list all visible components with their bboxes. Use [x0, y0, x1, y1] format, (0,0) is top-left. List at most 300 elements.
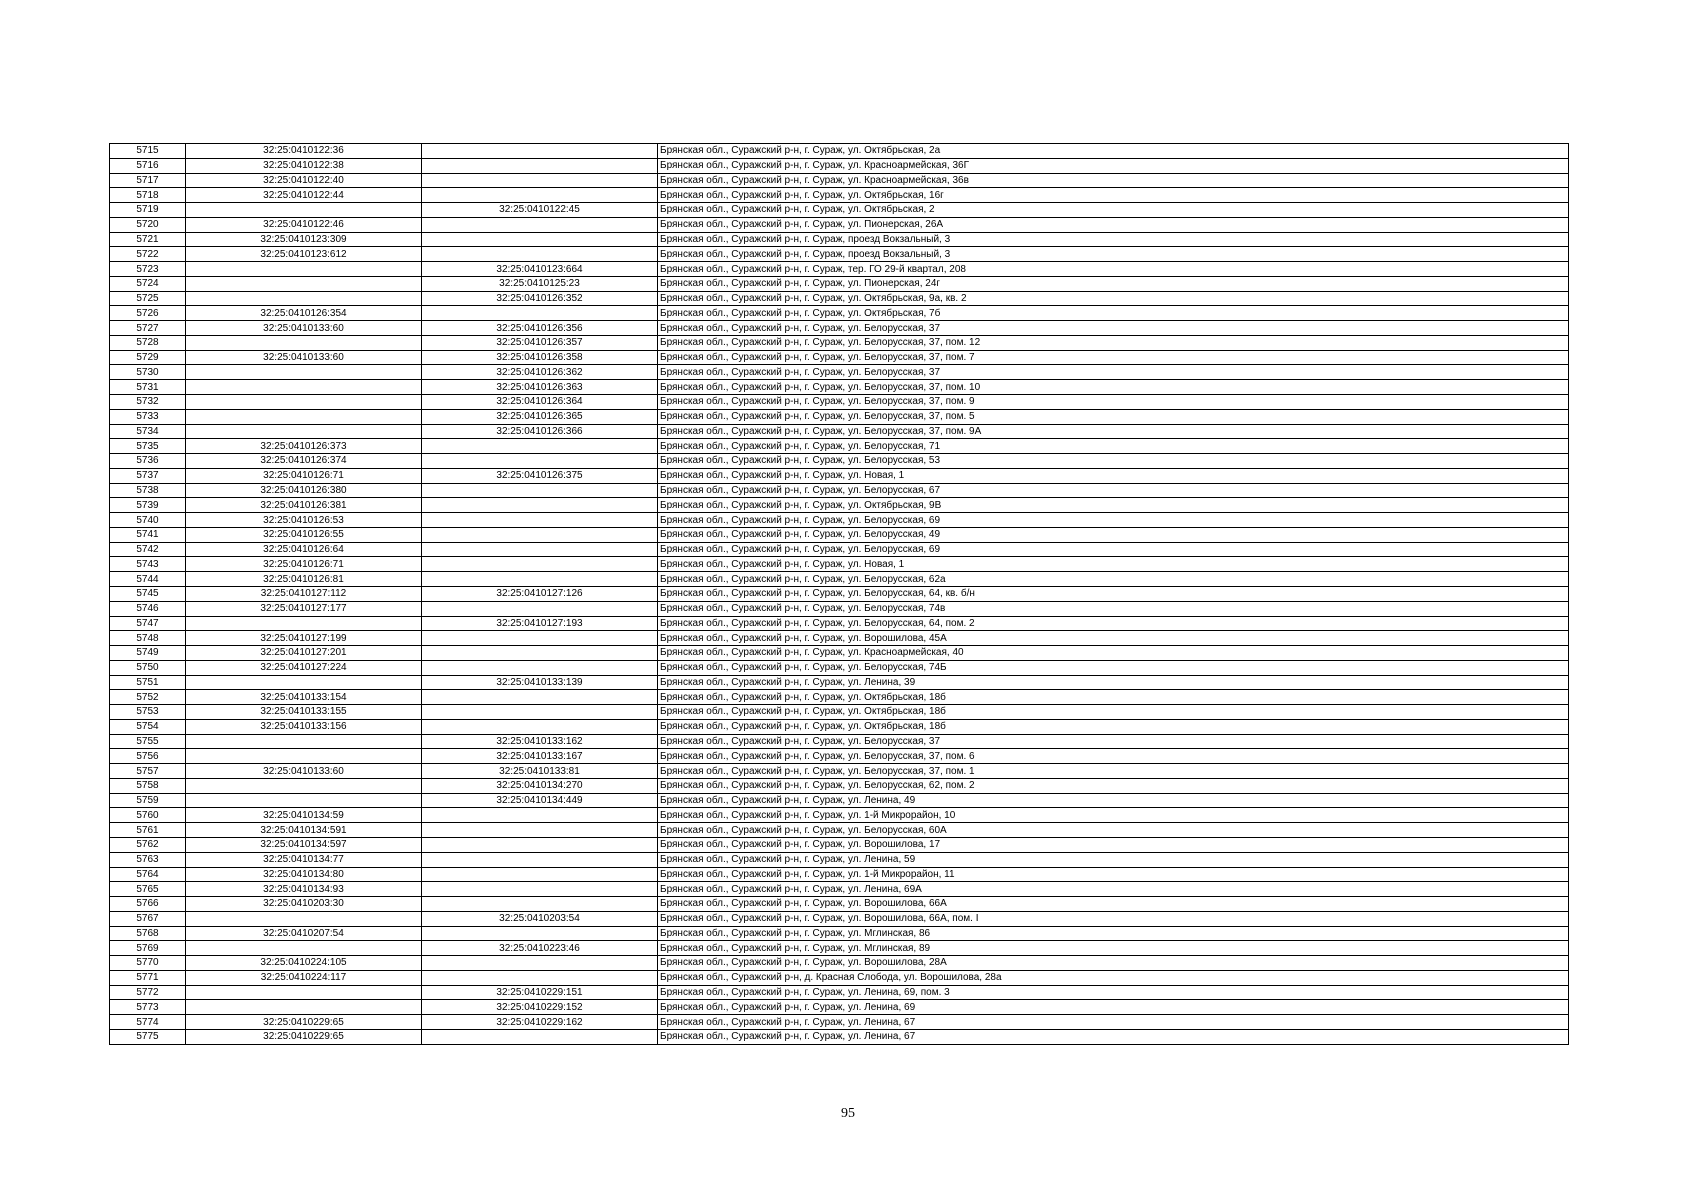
table-row	[110, 749, 1569, 764]
address-cell: Брянская обл., Суражский р-н, г. Сураж, ул. Белорусская, 37, пом. 10	[658, 380, 1569, 395]
row-number-cell: 5753	[110, 705, 186, 720]
row-number-cell: 5724	[110, 276, 186, 291]
row-number-cell: 5772	[110, 985, 186, 1000]
cadastral-number-cell: 32:25:0410123:309	[186, 232, 422, 247]
address-cell: Брянская обл., Суражский р-н, г. Сураж, ул. Белорусская, 37	[658, 365, 1569, 380]
row-number-cell: 5728	[110, 335, 186, 350]
row-number-cell: 5755	[110, 734, 186, 749]
row-number-cell: 5733	[110, 409, 186, 424]
table-row	[110, 985, 1569, 1000]
table-row	[110, 513, 1569, 528]
address-cell: Брянская обл., Суражский р-н, г. Сураж, ул. Белорусская, 69	[658, 542, 1569, 557]
address-cell: Брянская обл., Суражский р-н, д. Красная Слобода, ул. Ворошилова, 28а	[658, 970, 1569, 985]
row-number-cell: 5768	[110, 926, 186, 941]
row-number-cell: 5751	[110, 675, 186, 690]
table-row	[110, 247, 1569, 262]
row-number-cell: 5775	[110, 1029, 186, 1044]
row-number-cell: 5738	[110, 483, 186, 498]
table-row	[110, 808, 1569, 823]
row-number-cell: 5720	[110, 217, 186, 232]
address-cell: Брянская обл., Суражский р-н, г. Сураж, ул. Белорусская, 64, кв. б/н	[658, 586, 1569, 601]
address-cell: Брянская обл., Суражский р-н, г. Сураж, ул. Ленина, 59	[658, 852, 1569, 867]
registry-table	[109, 143, 1569, 1045]
cadastral-number-cell: 32:25:0410127:199	[186, 631, 422, 646]
cadastral-number-cell: 32:25:0410123:612	[186, 247, 422, 262]
row-number-cell: 5773	[110, 1000, 186, 1015]
address-cell: Брянская обл., Суражский р-н, г. Сураж, ул. Белорусская, 37	[658, 734, 1569, 749]
related-cadastral-number-cell: 32:25:0410125:23	[422, 276, 658, 291]
row-number-cell: 5765	[110, 882, 186, 897]
related-cadastral-number-cell	[422, 823, 658, 838]
cadastral-number-cell: 32:25:0410134:93	[186, 882, 422, 897]
row-number-cell: 5729	[110, 350, 186, 365]
table-row	[110, 778, 1569, 793]
cadastral-number-cell: 32:25:0410126:64	[186, 542, 422, 557]
cadastral-number-cell: 32:25:0410133:60	[186, 764, 422, 779]
table-row	[110, 454, 1569, 469]
address-cell: Брянская обл., Суражский р-н, г. Сураж, ул. Октябрьская, 18б	[658, 705, 1569, 720]
related-cadastral-number-cell	[422, 705, 658, 720]
cadastral-number-cell: 32:25:0410126:381	[186, 498, 422, 513]
table-row	[110, 321, 1569, 336]
cadastral-number-cell	[186, 395, 422, 410]
row-number-cell: 5762	[110, 837, 186, 852]
row-number-cell: 5730	[110, 365, 186, 380]
related-cadastral-number-cell	[422, 690, 658, 705]
row-number-cell: 5746	[110, 601, 186, 616]
cadastral-number-cell: 32:25:0410134:59	[186, 808, 422, 823]
address-cell: Брянская обл., Суражский р-н, г. Сураж, ул. Октябрьская, 2а	[658, 144, 1569, 159]
related-cadastral-number-cell	[422, 144, 658, 159]
row-number-cell: 5716	[110, 158, 186, 173]
address-cell: Брянская обл., Суражский р-н, г. Сураж, ул. Белорусская, 37, пом. 12	[658, 335, 1569, 350]
cadastral-number-cell: 32:25:0410133:154	[186, 690, 422, 705]
related-cadastral-number-cell: 32:25:0410126:362	[422, 365, 658, 380]
cadastral-number-cell: 32:25:0410122:38	[186, 158, 422, 173]
row-number-cell: 5771	[110, 970, 186, 985]
row-number-cell: 5717	[110, 173, 186, 188]
related-cadastral-number-cell	[422, 527, 658, 542]
address-cell: Брянская обл., Суражский р-н, г. Сураж, ул. Белорусская, 37	[658, 321, 1569, 336]
cadastral-number-cell: 32:25:0410229:65	[186, 1029, 422, 1044]
cadastral-number-cell: 32:25:0410229:65	[186, 1015, 422, 1030]
cadastral-number-cell: 32:25:0410224:117	[186, 970, 422, 985]
address-cell: Брянская обл., Суражский р-н, г. Сураж, ул. Красноармейская, 36в	[658, 173, 1569, 188]
related-cadastral-number-cell: 32:25:0410126:366	[422, 424, 658, 439]
address-cell: Брянская обл., Суражский р-н, г. Сураж, ул. 1-й Микрорайон, 10	[658, 808, 1569, 823]
address-cell: Брянская обл., Суражский р-н, г. Сураж, ул. Белорусская, 62а	[658, 572, 1569, 587]
address-cell: Брянская обл., Суражский р-н, г. Сураж, ул. Белорусская, 37, пом. 9А	[658, 424, 1569, 439]
table-row	[110, 1015, 1569, 1030]
related-cadastral-number-cell	[422, 542, 658, 557]
cadastral-number-cell	[186, 941, 422, 956]
cadastral-number-cell	[186, 335, 422, 350]
address-cell: Брянская обл., Суражский р-н, г. Сураж, ул. Белорусская, 49	[658, 527, 1569, 542]
table-row	[110, 188, 1569, 203]
table-row	[110, 1000, 1569, 1015]
address-cell: Брянская обл., Суражский р-н, г. Сураж, ул. Белорусская, 64, пом. 2	[658, 616, 1569, 631]
row-number-cell: 5715	[110, 144, 186, 159]
row-number-cell: 5761	[110, 823, 186, 838]
table-row	[110, 852, 1569, 867]
address-cell: Брянская обл., Суражский р-н, г. Сураж, ул. Белорусская, 69	[658, 513, 1569, 528]
related-cadastral-number-cell: 32:25:0410133:139	[422, 675, 658, 690]
table-row	[110, 542, 1569, 557]
address-cell: Брянская обл., Суражский р-н, г. Сураж, ул. Октябрьская, 2	[658, 203, 1569, 218]
table-row	[110, 897, 1569, 912]
address-cell: Брянская обл., Суражский р-н, г. Сураж, ул. Белорусская, 67	[658, 483, 1569, 498]
row-number-cell: 5759	[110, 793, 186, 808]
address-cell: Брянская обл., Суражский р-н, г. Сураж, ул. Мглинская, 89	[658, 941, 1569, 956]
address-cell: Брянская обл., Суражский р-н, г. Сураж, ул. Ворошилова, 17	[658, 837, 1569, 852]
related-cadastral-number-cell	[422, 808, 658, 823]
related-cadastral-number-cell: 32:25:0410223:46	[422, 941, 658, 956]
related-cadastral-number-cell	[422, 306, 658, 321]
row-number-cell: 5719	[110, 203, 186, 218]
table-row	[110, 158, 1569, 173]
row-number-cell: 5723	[110, 262, 186, 277]
related-cadastral-number-cell: 32:25:0410229:151	[422, 985, 658, 1000]
table-row	[110, 291, 1569, 306]
related-cadastral-number-cell: 32:25:0410126:352	[422, 291, 658, 306]
table-row	[110, 144, 1569, 159]
address-cell: Брянская обл., Суражский р-н, г. Сураж, ул. Новая, 1	[658, 557, 1569, 572]
address-cell: Брянская обл., Суражский р-н, г. Сураж, ул. Ленина, 49	[658, 793, 1569, 808]
table-row	[110, 586, 1569, 601]
related-cadastral-number-cell	[422, 572, 658, 587]
row-number-cell: 5735	[110, 439, 186, 454]
related-cadastral-number-cell	[422, 247, 658, 262]
address-cell: Брянская обл., Суражский р-н, г. Сураж, ул. Ворошилова, 45А	[658, 631, 1569, 646]
table-row	[110, 956, 1569, 971]
cadastral-number-cell: 32:25:0410126:373	[186, 439, 422, 454]
address-cell: Брянская обл., Суражский р-н, г. Сураж, ул. Белорусская, 53	[658, 454, 1569, 469]
table-row	[110, 335, 1569, 350]
row-number-cell: 5726	[110, 306, 186, 321]
address-cell: Брянская обл., Суражский р-н, г. Сураж, ул. Ленина, 69А	[658, 882, 1569, 897]
table-row	[110, 276, 1569, 291]
table-row	[110, 646, 1569, 661]
row-number-cell: 5763	[110, 852, 186, 867]
related-cadastral-number-cell	[422, 970, 658, 985]
address-cell: Брянская обл., Суражский р-н, г. Сураж, ул. Ленина, 39	[658, 675, 1569, 690]
cadastral-number-cell: 32:25:0410126:354	[186, 306, 422, 321]
table-row	[110, 631, 1569, 646]
address-cell: Брянская обл., Суражский р-н, г. Сураж, ул. Белорусская, 71	[658, 439, 1569, 454]
cadastral-number-cell	[186, 616, 422, 631]
cadastral-number-cell: 32:25:0410126:81	[186, 572, 422, 587]
cadastral-number-cell: 32:25:0410122:36	[186, 144, 422, 159]
row-number-cell: 5748	[110, 631, 186, 646]
cadastral-number-cell	[186, 409, 422, 424]
table-row	[110, 719, 1569, 734]
related-cadastral-number-cell: 32:25:0410126:365	[422, 409, 658, 424]
related-cadastral-number-cell	[422, 483, 658, 498]
related-cadastral-number-cell	[422, 646, 658, 661]
table-row	[110, 882, 1569, 897]
address-cell: Брянская обл., Суражский р-н, г. Сураж, ул. Пионерская, 26А	[658, 217, 1569, 232]
cadastral-number-cell	[186, 734, 422, 749]
table-row	[110, 823, 1569, 838]
address-cell: Брянская обл., Суражский р-н, г. Сураж, ул. Белорусская, 37, пом. 9	[658, 395, 1569, 410]
cadastral-number-cell	[186, 380, 422, 395]
row-number-cell: 5721	[110, 232, 186, 247]
cadastral-number-cell: 32:25:0410207:54	[186, 926, 422, 941]
address-cell: Брянская обл., Суражский р-н, г. Сураж, ул. Белорусская, 37, пом. 7	[658, 350, 1569, 365]
table-row	[110, 616, 1569, 631]
table-row	[110, 690, 1569, 705]
cadastral-number-cell	[186, 291, 422, 306]
table-row	[110, 601, 1569, 616]
row-number-cell: 5752	[110, 690, 186, 705]
cadastral-number-cell: 32:25:0410126:380	[186, 483, 422, 498]
table-row	[110, 1029, 1569, 1044]
table-row	[110, 483, 1569, 498]
row-number-cell: 5758	[110, 778, 186, 793]
address-cell: Брянская обл., Суражский р-н, г. Сураж, ул. Новая, 1	[658, 468, 1569, 483]
related-cadastral-number-cell: 32:25:0410229:152	[422, 1000, 658, 1015]
registry-table-body	[110, 144, 1569, 1045]
related-cadastral-number-cell	[422, 956, 658, 971]
table-row	[110, 926, 1569, 941]
related-cadastral-number-cell	[422, 837, 658, 852]
row-number-cell: 5740	[110, 513, 186, 528]
row-number-cell: 5750	[110, 660, 186, 675]
cadastral-number-cell	[186, 365, 422, 380]
cadastral-number-cell: 32:25:0410134:80	[186, 867, 422, 882]
related-cadastral-number-cell	[422, 188, 658, 203]
address-cell: Брянская обл., Суражский р-н, г. Сураж, ул. Октябрьская, 7б	[658, 306, 1569, 321]
table-row	[110, 498, 1569, 513]
address-cell: Брянская обл., Суражский р-н, г. Сураж, ул. Ворошилова, 66А	[658, 897, 1569, 912]
related-cadastral-number-cell: 32:25:0410126:356	[422, 321, 658, 336]
address-cell: Брянская обл., Суражский р-н, г. Сураж, ул. Октябрьская, 18б	[658, 690, 1569, 705]
cadastral-number-cell	[186, 675, 422, 690]
address-cell: Брянская обл., Суражский р-н, г. Сураж, ул. Ленина, 69	[658, 1000, 1569, 1015]
row-number-cell: 5736	[110, 454, 186, 469]
cadastral-number-cell: 32:25:0410133:155	[186, 705, 422, 720]
cadastral-number-cell	[186, 276, 422, 291]
related-cadastral-number-cell: 32:25:0410127:193	[422, 616, 658, 631]
cadastral-number-cell: 32:25:0410127:112	[186, 586, 422, 601]
related-cadastral-number-cell: 32:25:0410127:126	[422, 586, 658, 601]
cadastral-number-cell	[186, 778, 422, 793]
row-number-cell: 5743	[110, 557, 186, 572]
table-row	[110, 409, 1569, 424]
table-row	[110, 350, 1569, 365]
row-number-cell: 5725	[110, 291, 186, 306]
related-cadastral-number-cell: 32:25:0410134:449	[422, 793, 658, 808]
table-row	[110, 439, 1569, 454]
related-cadastral-number-cell	[422, 557, 658, 572]
related-cadastral-number-cell: 32:25:0410122:45	[422, 203, 658, 218]
row-number-cell: 5731	[110, 380, 186, 395]
related-cadastral-number-cell	[422, 719, 658, 734]
cadastral-number-cell	[186, 793, 422, 808]
row-number-cell: 5756	[110, 749, 186, 764]
address-cell: Брянская обл., Суражский р-н, г. Сураж, ул. Белорусская, 74в	[658, 601, 1569, 616]
related-cadastral-number-cell: 32:25:0410123:664	[422, 262, 658, 277]
row-number-cell: 5718	[110, 188, 186, 203]
related-cadastral-number-cell: 32:25:0410229:162	[422, 1015, 658, 1030]
table-row	[110, 675, 1569, 690]
address-cell: Брянская обл., Суражский р-н, г. Сураж, ул. Белорусская, 37, пом. 1	[658, 764, 1569, 779]
table-row	[110, 837, 1569, 852]
address-cell: Брянская обл., Суражский р-н, г. Сураж, ул. Мглинская, 86	[658, 926, 1569, 941]
related-cadastral-number-cell: 32:25:0410203:54	[422, 911, 658, 926]
related-cadastral-number-cell	[422, 926, 658, 941]
address-cell: Брянская обл., Суражский р-н, г. Сураж, ул. Октябрьская, 16г	[658, 188, 1569, 203]
table-row	[110, 173, 1569, 188]
address-cell: Брянская обл., Суражский р-н, г. Сураж, ул. Красноармейская, 40	[658, 646, 1569, 661]
row-number-cell: 5769	[110, 941, 186, 956]
row-number-cell: 5732	[110, 395, 186, 410]
row-number-cell: 5745	[110, 586, 186, 601]
address-cell: Брянская обл., Суражский р-н, г. Сураж, ул. Ленина, 67	[658, 1029, 1569, 1044]
table-row	[110, 262, 1569, 277]
related-cadastral-number-cell	[422, 897, 658, 912]
cadastral-number-cell: 32:25:0410133:156	[186, 719, 422, 734]
related-cadastral-number-cell	[422, 454, 658, 469]
table-row	[110, 468, 1569, 483]
table-row	[110, 217, 1569, 232]
row-number-cell: 5741	[110, 527, 186, 542]
address-cell: Брянская обл., Суражский р-н, г. Сураж, ул. Ленина, 67	[658, 1015, 1569, 1030]
address-cell: Брянская обл., Суражский р-н, г. Сураж, ул. Белорусская, 62, пом. 2	[658, 778, 1569, 793]
row-number-cell: 5747	[110, 616, 186, 631]
related-cadastral-number-cell: 32:25:0410133:167	[422, 749, 658, 764]
address-cell: Брянская обл., Суражский р-н, г. Сураж, ул. 1-й Микрорайон, 11	[658, 867, 1569, 882]
related-cadastral-number-cell	[422, 217, 658, 232]
cadastral-number-cell	[186, 1000, 422, 1015]
table-row	[110, 911, 1569, 926]
address-cell: Брянская обл., Суражский р-н, г. Сураж, ул. Белорусская, 37, пом. 5	[658, 409, 1569, 424]
table-row	[110, 705, 1569, 720]
table-row	[110, 424, 1569, 439]
related-cadastral-number-cell	[422, 158, 658, 173]
related-cadastral-number-cell	[422, 1029, 658, 1044]
related-cadastral-number-cell: 32:25:0410126:364	[422, 395, 658, 410]
table-row	[110, 970, 1569, 985]
cadastral-number-cell	[186, 911, 422, 926]
address-cell: Брянская обл., Суражский р-н, г. Сураж, ул. Октябрьская, 9В	[658, 498, 1569, 513]
related-cadastral-number-cell: 32:25:0410126:357	[422, 335, 658, 350]
row-number-cell: 5764	[110, 867, 186, 882]
related-cadastral-number-cell: 32:25:0410126:358	[422, 350, 658, 365]
cadastral-number-cell: 32:25:0410126:71	[186, 468, 422, 483]
cadastral-number-cell: 32:25:0410224:105	[186, 956, 422, 971]
table-row	[110, 232, 1569, 247]
address-cell: Брянская обл., Суражский р-н, г. Сураж, проезд Вокзальный, 3	[658, 232, 1569, 247]
address-cell: Брянская обл., Суражский р-н, г. Сураж, ул. Белорусская, 37, пом. 6	[658, 749, 1569, 764]
row-number-cell: 5737	[110, 468, 186, 483]
related-cadastral-number-cell	[422, 439, 658, 454]
row-number-cell: 5766	[110, 897, 186, 912]
related-cadastral-number-cell: 32:25:0410133:162	[422, 734, 658, 749]
row-number-cell: 5757	[110, 764, 186, 779]
row-number-cell: 5767	[110, 911, 186, 926]
table-row	[110, 793, 1569, 808]
cadastral-number-cell: 32:25:0410133:60	[186, 350, 422, 365]
cadastral-number-cell: 32:25:0410203:30	[186, 897, 422, 912]
cadastral-number-cell	[186, 749, 422, 764]
cadastral-number-cell: 32:25:0410134:77	[186, 852, 422, 867]
table-row	[110, 306, 1569, 321]
related-cadastral-number-cell	[422, 498, 658, 513]
row-number-cell: 5744	[110, 572, 186, 587]
cadastral-number-cell: 32:25:0410127:224	[186, 660, 422, 675]
related-cadastral-number-cell	[422, 173, 658, 188]
related-cadastral-number-cell	[422, 232, 658, 247]
row-number-cell: 5734	[110, 424, 186, 439]
cadastral-number-cell	[186, 262, 422, 277]
address-cell: Брянская обл., Суражский р-н, г. Сураж, ул. Белорусская, 60А	[658, 823, 1569, 838]
row-number-cell: 5760	[110, 808, 186, 823]
table-row	[110, 764, 1569, 779]
row-number-cell: 5749	[110, 646, 186, 661]
address-cell: Брянская обл., Суражский р-н, г. Сураж, ул. Октябрьская, 18б	[658, 719, 1569, 734]
related-cadastral-number-cell	[422, 882, 658, 897]
table-row	[110, 572, 1569, 587]
table-row	[110, 660, 1569, 675]
row-number-cell: 5770	[110, 956, 186, 971]
cadastral-number-cell: 32:25:0410127:177	[186, 601, 422, 616]
row-number-cell: 5754	[110, 719, 186, 734]
address-cell: Брянская обл., Суражский р-н, г. Сураж, ул. Пионерская, 24г	[658, 276, 1569, 291]
related-cadastral-number-cell	[422, 852, 658, 867]
table-row	[110, 941, 1569, 956]
row-number-cell: 5722	[110, 247, 186, 262]
table-row	[110, 203, 1569, 218]
table-row	[110, 395, 1569, 410]
cadastral-number-cell	[186, 424, 422, 439]
address-cell: Брянская обл., Суражский р-н, г. Сураж, проезд Вокзальный, 3	[658, 247, 1569, 262]
address-cell: Брянская обл., Суражский р-н, г. Сураж, ул. Ворошилова, 66А, пом. I	[658, 911, 1569, 926]
cadastral-number-cell: 32:25:0410122:44	[186, 188, 422, 203]
cadastral-number-cell: 32:25:0410122:40	[186, 173, 422, 188]
table-row	[110, 380, 1569, 395]
row-number-cell: 5739	[110, 498, 186, 513]
table-row	[110, 734, 1569, 749]
address-cell: Брянская обл., Суражский р-н, г. Сураж, ул. Ворошилова, 28А	[658, 956, 1569, 971]
cadastral-number-cell: 32:25:0410134:597	[186, 837, 422, 852]
related-cadastral-number-cell	[422, 867, 658, 882]
address-cell: Брянская обл., Суражский р-н, г. Сураж, ул. Ленина, 69, пом. 3	[658, 985, 1569, 1000]
row-number-cell: 5774	[110, 1015, 186, 1030]
cadastral-number-cell: 32:25:0410126:55	[186, 527, 422, 542]
page-number: 95	[841, 1106, 855, 1121]
related-cadastral-number-cell	[422, 660, 658, 675]
table-row	[110, 527, 1569, 542]
address-cell: Брянская обл., Суражский р-н, г. Сураж, ул. Белорусская, 74Б	[658, 660, 1569, 675]
address-cell: Брянская обл., Суражский р-н, г. Сураж, ул. Красноармейская, 36Г	[658, 158, 1569, 173]
related-cadastral-number-cell: 32:25:0410134:270	[422, 778, 658, 793]
cadastral-number-cell: 32:25:0410126:53	[186, 513, 422, 528]
cadastral-number-cell: 32:25:0410126:71	[186, 557, 422, 572]
cadastral-number-cell: 32:25:0410133:60	[186, 321, 422, 336]
related-cadastral-number-cell	[422, 513, 658, 528]
cadastral-number-cell: 32:25:0410122:46	[186, 217, 422, 232]
row-number-cell: 5727	[110, 321, 186, 336]
cadastral-number-cell: 32:25:0410134:591	[186, 823, 422, 838]
related-cadastral-number-cell	[422, 631, 658, 646]
table-row	[110, 365, 1569, 380]
address-cell: Брянская обл., Суражский р-н, г. Сураж, ул. Октябрьская, 9а, кв. 2	[658, 291, 1569, 306]
table-row	[110, 867, 1569, 882]
table-row	[110, 557, 1569, 572]
cadastral-number-cell	[186, 203, 422, 218]
row-number-cell: 5742	[110, 542, 186, 557]
